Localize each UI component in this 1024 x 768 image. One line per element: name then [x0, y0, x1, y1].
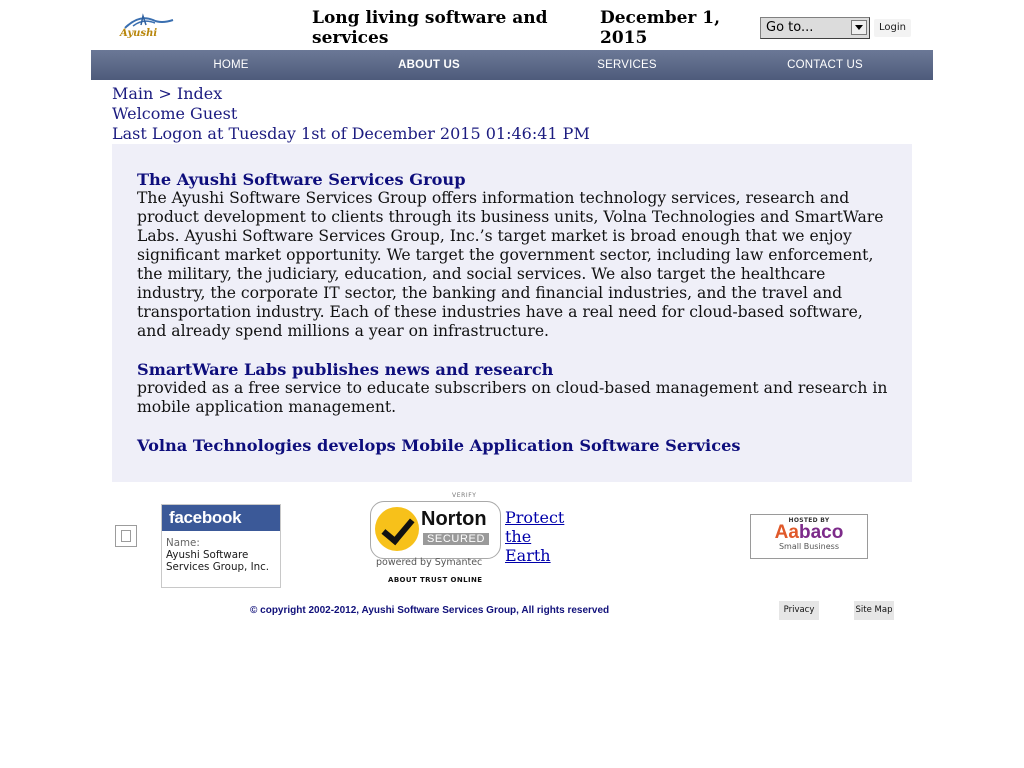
checkmark-icon: [375, 507, 419, 551]
svg-text:Ayushi: Ayushi: [120, 28, 158, 38]
copyright-text: © copyright 2002-2012, Ayushi Software Services Group, All rights reserved: [250, 605, 610, 616]
section-body-smartware: provided as a free service to educate subscribers on cloud-based management and research in mobile application management.: [137, 379, 888, 416]
section-title-smartware: SmartWare Labs publishes news and research: [137, 360, 554, 379]
aabaco-logo: Aabaco: [774, 522, 844, 543]
norton-trust-link[interactable]: ABOUT TRUST ONLINE: [388, 576, 483, 584]
last-logon-text: Last Logon at Tuesday 1st of December 2015 01:46:41 PM: [112, 124, 590, 143]
section-title-ayushi: The Ayushi Software Services Group: [137, 170, 466, 189]
aabaco-small-business: Small Business: [778, 542, 840, 551]
site-tagline: Long living software and services: [312, 8, 548, 48]
facebook-page-name: [162, 531, 280, 573]
user-info: [112, 84, 590, 144]
protect-earth-link[interactable]: Protect the Earth: [505, 508, 565, 565]
breadcrumb: Main > Index: [112, 84, 223, 103]
main-nav: [91, 50, 933, 80]
norton-verify-label: VERIFY: [452, 492, 477, 499]
privacy-button[interactable]: Privacy: [779, 601, 819, 620]
chevron-down-icon[interactable]: [851, 20, 867, 35]
site-map-button[interactable]: Site Map: [854, 601, 894, 620]
nav-services[interactable]: SERVICES: [597, 59, 657, 71]
content-body: [137, 170, 892, 455]
login-button[interactable]: Login: [874, 19, 911, 37]
norton-secured-label: SECURED: [423, 533, 489, 545]
aabaco-hosted-label: HOSTED BY: [788, 517, 830, 524]
norton-brand: Norton: [421, 508, 487, 530]
facebook-name-label: Name:: [166, 537, 200, 549]
facebook-name-value: Ayushi Software Services Group, Inc.: [166, 549, 270, 573]
welcome-text: Welcome Guest: [112, 104, 238, 123]
norton-secured-seal[interactable]: [370, 492, 502, 588]
facebook-title: facebook: [162, 505, 280, 531]
goto-select[interactable]: [760, 17, 870, 39]
nav-about-us[interactable]: ABOUT US: [398, 59, 460, 71]
nav-contact-us[interactable]: CONTACT US: [787, 59, 863, 71]
norton-powered-by: powered by Symantec: [376, 557, 483, 568]
aabaco-badge[interactable]: [750, 514, 868, 559]
content-panel: [112, 144, 912, 482]
current-date: December 1, 2015: [600, 8, 721, 48]
section-title-volna: Volna Technologies develops Mobile Application Software Services: [137, 436, 741, 455]
facebook-badge[interactable]: [161, 504, 281, 588]
goto-select-value: Go to...: [766, 20, 814, 35]
section-body-ayushi: The Ayushi Software Services Group offers information technology services, research and product development to clients through its business units, Volna Technologies and SmartWare Labs. Ayushi Software Services Group, Inc.’s target market is broad enough that we enjoy significant market opportunity. We target the government sector, including law enforcement, the military, the judiciary, education, and social services. We also target the healthcare industry, the corporate IT sector, the banking and financial industries, and the travel and transportation industry. Each of these industries have a real need for cloud-based software, and already spend millions a year on infrastructure.: [137, 189, 884, 340]
broken-image-icon: [115, 525, 137, 547]
norton-seal-box: [370, 501, 501, 559]
site-header: [91, 0, 933, 50]
nav-home[interactable]: HOME: [213, 59, 249, 71]
ayushi-logo-icon[interactable]: [119, 12, 179, 38]
